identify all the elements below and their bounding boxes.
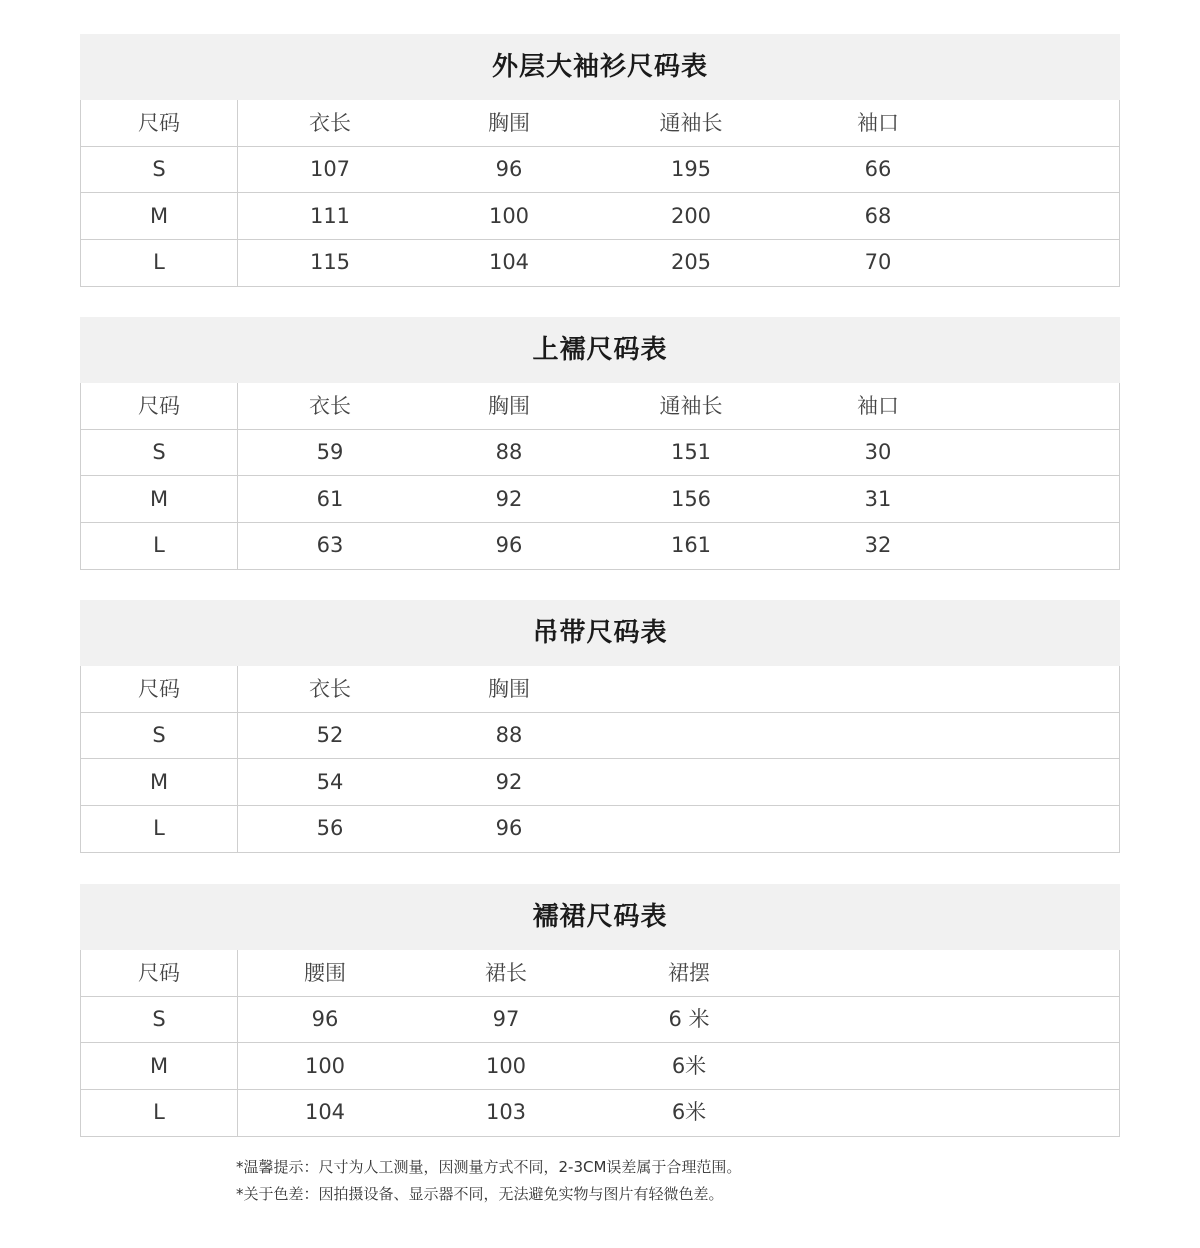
cell-hem: 6 米 bbox=[668, 1007, 710, 1031]
table-title: 吊带尺码表 bbox=[80, 600, 1120, 666]
cell-hem: 6米 bbox=[671, 1054, 707, 1078]
cell-size: S bbox=[152, 723, 166, 747]
header-length: 衣长 bbox=[309, 677, 351, 701]
cell-chest: 88 bbox=[495, 723, 523, 747]
cell-length: 61 bbox=[316, 487, 344, 511]
cell-cuff: 30 bbox=[864, 440, 892, 464]
size-table-outer-robe bbox=[80, 34, 1120, 287]
cell-size: S bbox=[152, 157, 166, 181]
cell-size: L bbox=[153, 816, 165, 840]
cell-size: S bbox=[152, 440, 166, 464]
cell-chest: 96 bbox=[495, 157, 523, 181]
table-title: 外层大袖衫尺码表 bbox=[80, 34, 1120, 100]
cell-chest: 92 bbox=[495, 770, 523, 794]
cell-length: 107 bbox=[309, 157, 351, 181]
cell-size: M bbox=[149, 487, 169, 511]
cell-length: 59 bbox=[316, 440, 344, 464]
cell-cuff: 70 bbox=[864, 250, 892, 274]
cell-skirt-length: 97 bbox=[492, 1007, 520, 1031]
cell-skirt-length: 103 bbox=[485, 1100, 527, 1124]
cell-cuff: 68 bbox=[864, 204, 892, 228]
cell-sleeve-span: 205 bbox=[670, 250, 712, 274]
table-row bbox=[81, 996, 1119, 1043]
table-row bbox=[81, 522, 1119, 568]
table-row bbox=[81, 429, 1119, 476]
header-size: 尺码 bbox=[138, 394, 180, 418]
table-row bbox=[81, 476, 1119, 523]
cell-cuff: 32 bbox=[864, 533, 892, 557]
header-chest: 胸围 bbox=[488, 677, 530, 701]
cell-chest: 96 bbox=[495, 816, 523, 840]
table-row bbox=[81, 146, 1119, 193]
size-table-upper-ru bbox=[80, 317, 1120, 570]
cell-length: 52 bbox=[316, 723, 344, 747]
header-chest: 胸围 bbox=[488, 111, 530, 135]
cell-waist: 96 bbox=[311, 1007, 339, 1031]
cell-chest: 104 bbox=[488, 250, 530, 274]
header-sleeve-span: 通袖长 bbox=[659, 111, 723, 135]
cell-length: 54 bbox=[316, 770, 344, 794]
header-chest: 胸围 bbox=[488, 394, 530, 418]
cell-size: L bbox=[153, 533, 165, 557]
header-size: 尺码 bbox=[138, 961, 180, 985]
table-row bbox=[81, 239, 1119, 285]
cell-sleeve-span: 161 bbox=[670, 533, 712, 557]
note-color-difference: *关于色差：因拍摄设备、显示器不同，无法避免实物与图片有轻微色差。 bbox=[236, 1185, 724, 1203]
cell-size: M bbox=[149, 204, 169, 228]
cell-waist: 100 bbox=[304, 1054, 346, 1078]
table-header-row bbox=[81, 950, 1119, 997]
table-row bbox=[81, 759, 1119, 806]
cell-chest: 100 bbox=[488, 204, 530, 228]
cell-size: S bbox=[152, 1007, 166, 1031]
cell-skirt-length: 100 bbox=[485, 1054, 527, 1078]
header-length: 衣长 bbox=[309, 394, 351, 418]
table-header-row bbox=[81, 100, 1119, 147]
table-row bbox=[81, 193, 1119, 240]
cell-size: L bbox=[153, 250, 165, 274]
cell-cuff: 31 bbox=[864, 487, 892, 511]
notes bbox=[236, 1156, 1036, 1210]
cell-length: 111 bbox=[309, 204, 351, 228]
cell-cuff: 66 bbox=[864, 157, 892, 181]
cell-size: M bbox=[149, 770, 169, 794]
header-size: 尺码 bbox=[138, 111, 180, 135]
cell-waist: 104 bbox=[304, 1100, 346, 1124]
header-cuff: 袖口 bbox=[857, 394, 899, 418]
cell-chest: 92 bbox=[495, 487, 523, 511]
cell-sleeve-span: 151 bbox=[670, 440, 712, 464]
cell-length: 115 bbox=[309, 250, 351, 274]
header-length: 衣长 bbox=[309, 111, 351, 135]
cell-chest: 88 bbox=[495, 440, 523, 464]
cell-sleeve-span: 195 bbox=[670, 157, 712, 181]
header-sleeve-span: 通袖长 bbox=[659, 394, 723, 418]
cell-chest: 96 bbox=[495, 533, 523, 557]
table-row bbox=[81, 712, 1119, 759]
cell-sleeve-span: 200 bbox=[670, 204, 712, 228]
table-header-row bbox=[81, 383, 1119, 430]
table-title: 上襦尺码表 bbox=[80, 317, 1120, 383]
cell-length: 63 bbox=[316, 533, 344, 557]
cell-length: 56 bbox=[316, 816, 344, 840]
note-measurement-tolerance: *温馨提示：尺寸为人工测量，因测量方式不同，2-3CM误差属于合理范围。 bbox=[236, 1158, 742, 1176]
header-size: 尺码 bbox=[138, 677, 180, 701]
size-table-skirt bbox=[80, 884, 1120, 1137]
table-row bbox=[81, 805, 1119, 851]
cell-size: M bbox=[149, 1054, 169, 1078]
table-row bbox=[81, 1043, 1119, 1090]
header-cuff: 袖口 bbox=[857, 111, 899, 135]
cell-size: L bbox=[153, 1100, 165, 1124]
table-header-row bbox=[81, 666, 1119, 713]
header-waist: 腰围 bbox=[304, 961, 346, 985]
cell-hem: 6米 bbox=[671, 1100, 707, 1124]
size-table-camisole bbox=[80, 600, 1120, 853]
header-skirt-length: 裙长 bbox=[485, 961, 527, 985]
table-row bbox=[81, 1089, 1119, 1135]
cell-sleeve-span: 156 bbox=[670, 487, 712, 511]
table-title: 襦裙尺码表 bbox=[80, 884, 1120, 950]
header-hem: 裙摆 bbox=[668, 961, 710, 985]
